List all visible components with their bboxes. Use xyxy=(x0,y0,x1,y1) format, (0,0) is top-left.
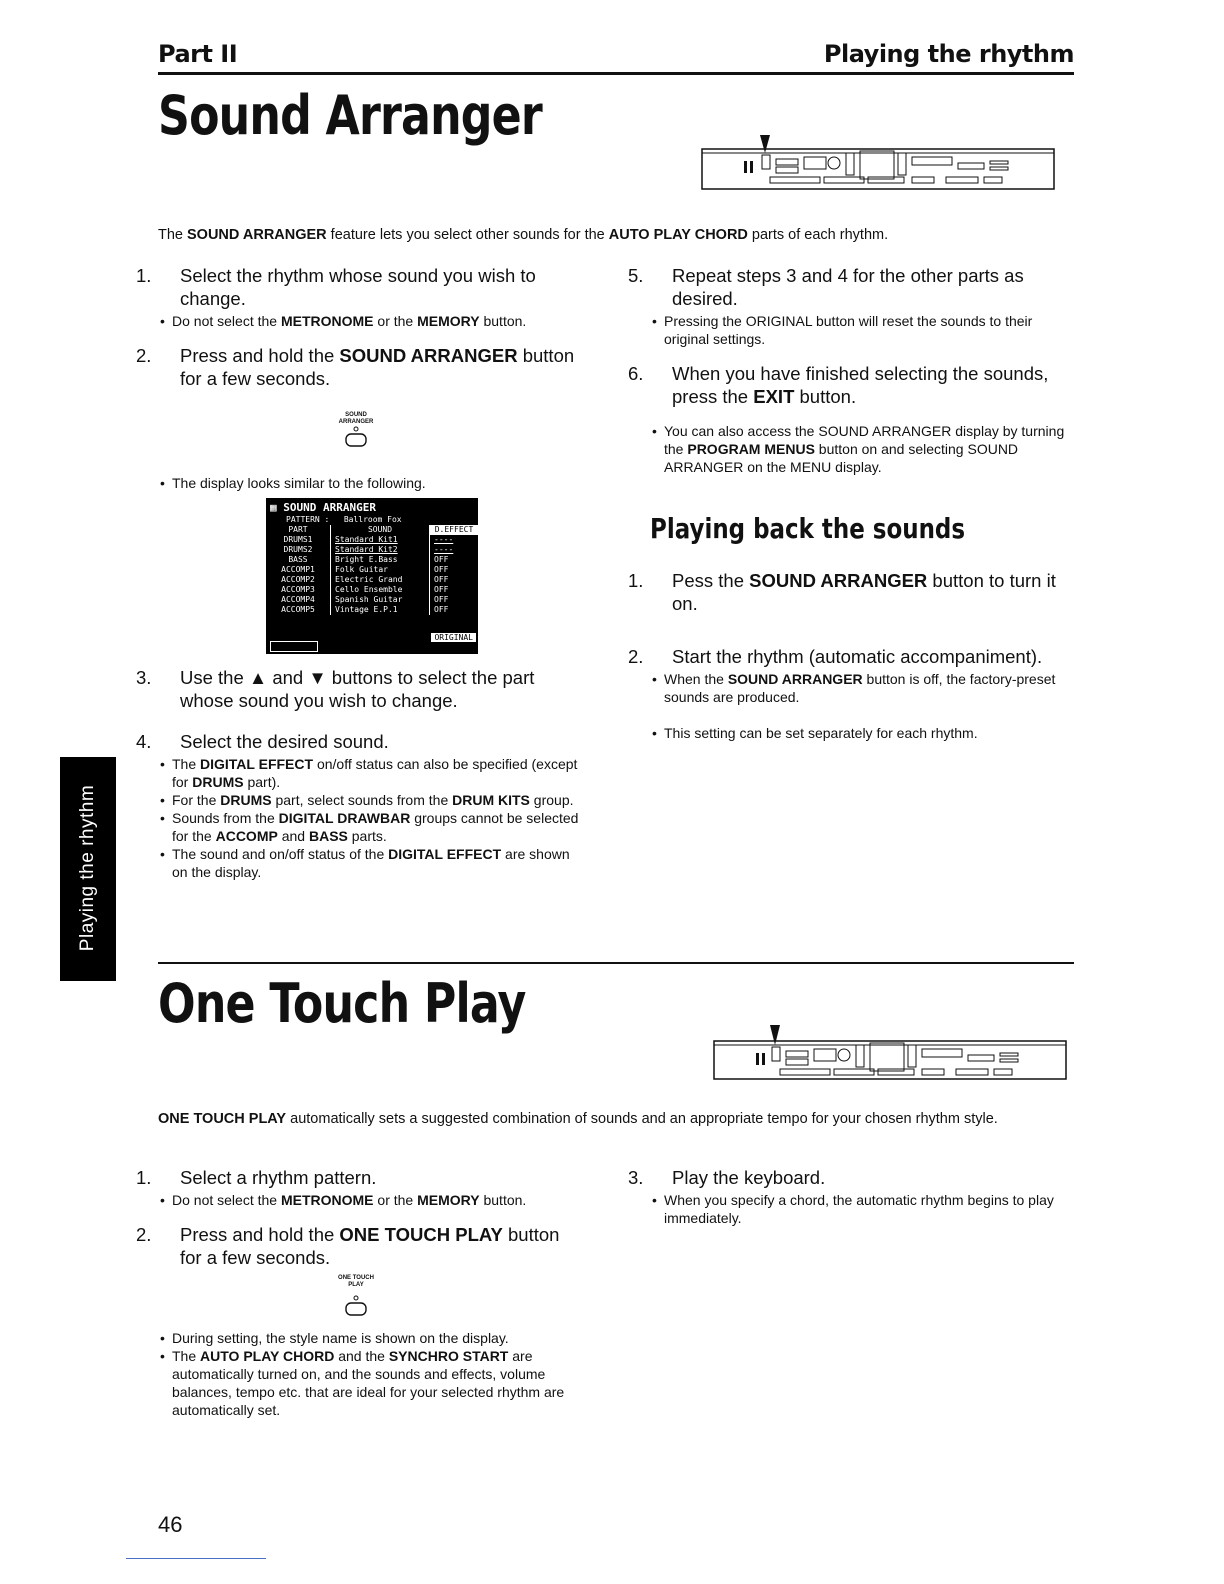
lcd-row[interactable] xyxy=(266,595,478,605)
section-divider xyxy=(158,962,1074,964)
step-5-note: • Pressing the ORIGINAL button will reset the sounds to their original settings. xyxy=(650,312,1074,348)
one-touch-play-button-icon[interactable] xyxy=(344,1295,368,1317)
lcd-cell-effect: ---- xyxy=(434,535,454,544)
sound-arranger-button-icon[interactable] xyxy=(344,426,368,448)
step-1: 1. Select the rhythm whose sound you wish to change. xyxy=(136,265,536,309)
lcd-original-button[interactable]: ORIGINAL xyxy=(431,633,476,642)
intro-sound-arranger: The SOUND ARRANGER feature lets you select other sounds for the AUTO PLAY CHORD parts of each rhythm. xyxy=(158,227,889,243)
lcd-cell-effect: ---- xyxy=(434,545,454,554)
playback-note: • When the SOUND ARRANGER button is off, the factory-preset sounds are produced. xyxy=(650,670,1074,706)
lcd-cell-effect: OFF xyxy=(434,595,449,604)
lcd-row[interactable] xyxy=(266,605,478,615)
otp-step-3: 3. Play the keyboard. xyxy=(628,1167,826,1188)
otp-step-2-note: • The AUTO PLAY CHORD and the SYNCHRO START are automatically turned on, and the sounds and effects, volume balances, tempo etc. that are ideal for your selected rhythm are automatically set. xyxy=(158,1347,586,1419)
lcd-cell-part: DRUMS1 xyxy=(266,535,331,545)
otp-step-1-note: • Do not select the METRONOME or the MEMORY button. xyxy=(158,1191,586,1209)
lcd-cell-sound: Electric Grand xyxy=(331,575,430,585)
lcd-cell-sound: Spanish Guitar xyxy=(331,595,430,605)
side-tab-label: Playing the rhythm xyxy=(77,784,98,952)
lcd-row[interactable] xyxy=(266,565,478,575)
lcd-title: ▦ SOUND ARRANGER xyxy=(270,501,376,514)
step-4-notes xyxy=(158,755,586,881)
otp-step-2-note: • During setting, the style name is shown on the display. xyxy=(158,1329,586,1347)
left-column-sound-arranger xyxy=(136,264,586,881)
lcd-row[interactable] xyxy=(266,585,478,595)
playback-step-2: 2. Start the rhythm (automatic accompaniment). xyxy=(628,646,1043,667)
lcd-row[interactable] xyxy=(266,545,478,555)
lcd-pattern: PATTERN : Ballroom Fox xyxy=(286,515,402,524)
step-4-note: • For the DRUMS part, select sounds from the DRUM KITS group. xyxy=(158,791,586,809)
lcd-cell-effect: OFF xyxy=(434,585,449,594)
keyboard-panel-illustration-2 xyxy=(712,1023,1068,1081)
lcd-cell-part: ACCOMP4 xyxy=(266,595,331,605)
right-column-sound-arranger xyxy=(628,264,1074,742)
lcd-cell-sound: Cello Ensemble xyxy=(331,585,430,595)
lcd-cell-sound: Vintage E.P.1 xyxy=(331,605,430,615)
left-column-one-touch-play xyxy=(136,1166,586,1419)
button-label: SOUND ARRANGER xyxy=(338,412,374,425)
lcd-cell-effect: OFF xyxy=(434,605,449,614)
otp-step-3-note: • When you specify a chord, the automatic rhythm begins to play immediately. xyxy=(650,1191,1074,1227)
footer-line xyxy=(126,1558,266,1559)
lcd-row[interactable] xyxy=(266,575,478,585)
step-5: 5. Repeat steps 3 and 4 for the other parts as desired. xyxy=(628,265,1024,309)
lcd-cell-sound: Bright E.Bass xyxy=(331,555,430,565)
step-4-note: • The sound and on/off status of the DIGITAL EFFECT are shown on the display. xyxy=(158,845,586,881)
lcd-display xyxy=(266,498,478,654)
lcd-scroll-indicator xyxy=(270,641,318,652)
lcd-cell-effect: OFF xyxy=(434,575,449,584)
lcd-cell-part: ACCOMP5 xyxy=(266,605,331,615)
lcd-cell-sound: Standard Kit1 xyxy=(331,535,430,545)
step-4-note: • The DIGITAL EFFECT on/off status can also be specified (except for DRUMS part). xyxy=(158,755,586,791)
lcd-col-effect: D.EFFECT xyxy=(430,525,479,535)
keyboard-panel-illustration xyxy=(700,133,1056,191)
side-tab xyxy=(60,757,116,981)
sound-arranger-button-figure xyxy=(158,390,586,474)
lcd-row[interactable] xyxy=(266,555,478,565)
lcd-col-part: PART xyxy=(266,525,331,535)
step-2: 2. Press and hold the SOUND ARRANGER button for a few seconds. xyxy=(136,345,575,389)
lcd-table xyxy=(266,525,478,615)
step-6-note: • You can also access the SOUND ARRANGER display by turning the PROGRAM MENUS button on and selecting SOUND ARRANGER on the MENU display. xyxy=(650,422,1074,476)
right-column-one-touch-play xyxy=(628,1166,1074,1227)
section-title-sound-arranger: Sound Arranger xyxy=(158,84,542,147)
step-3: 3. Use the ▲ and ▼ buttons to select the part whose sound you wish to change. xyxy=(136,667,535,711)
lcd-cell-part: ACCOMP1 xyxy=(266,565,331,575)
lcd-cell-part: ACCOMP3 xyxy=(266,585,331,595)
otp-step-2: 2. Press and hold the ONE TOUCH PLAY button for a few seconds. xyxy=(136,1224,560,1268)
lcd-cell-sound: Standard Kit2 xyxy=(331,545,430,555)
lcd-col-sound: SOUND xyxy=(331,525,430,535)
playback-note: • This setting can be set separately for each rhythm. xyxy=(650,724,1074,742)
playback-step-1: 1. Pess the SOUND ARRANGER button to turn it on. xyxy=(628,570,1056,614)
step-1-note: • Do not select the METRONOME or the MEMORY button. xyxy=(158,312,586,330)
page-number: 46 xyxy=(158,1512,183,1537)
intro-one-touch-play: ONE TOUCH PLAY automatically sets a suggested combination of sounds and an appropriate tempo for your chosen rhythm style. xyxy=(158,1111,998,1127)
header-rule xyxy=(158,72,1074,75)
button-label: ONE TOUCH PLAY xyxy=(338,1275,374,1288)
step-6: 6. When you have finished selecting the sounds, press the EXIT button. xyxy=(628,363,1049,407)
section-title-one-touch-play: One Touch Play xyxy=(158,972,526,1035)
lcd-cell-part: ACCOMP2 xyxy=(266,575,331,585)
header-part: Part II xyxy=(158,40,238,68)
lcd-cell-part: BASS xyxy=(266,555,331,565)
display-note: • The display looks similar to the following. xyxy=(158,474,586,492)
lcd-row[interactable] xyxy=(266,535,478,545)
step-4: 4. Select the desired sound. xyxy=(136,731,389,752)
otp-step-1: 1. Select a rhythm pattern. xyxy=(136,1167,377,1188)
lcd-cell-sound: Folk Guitar xyxy=(331,565,430,575)
header-section: Playing the rhythm xyxy=(823,40,1074,68)
lcd-cell-effect: OFF xyxy=(434,555,449,564)
lcd-cell-part: DRUMS2 xyxy=(266,545,331,555)
subtitle-playing-back: Playing back the sounds xyxy=(650,512,966,545)
step-4-note: • Sounds from the DIGITAL DRAWBAR groups cannot be selected for the ACCOMP and BASS parts. xyxy=(158,809,586,845)
one-touch-play-button-figure xyxy=(158,1269,586,1329)
lcd-cell-effect: OFF xyxy=(434,565,449,574)
